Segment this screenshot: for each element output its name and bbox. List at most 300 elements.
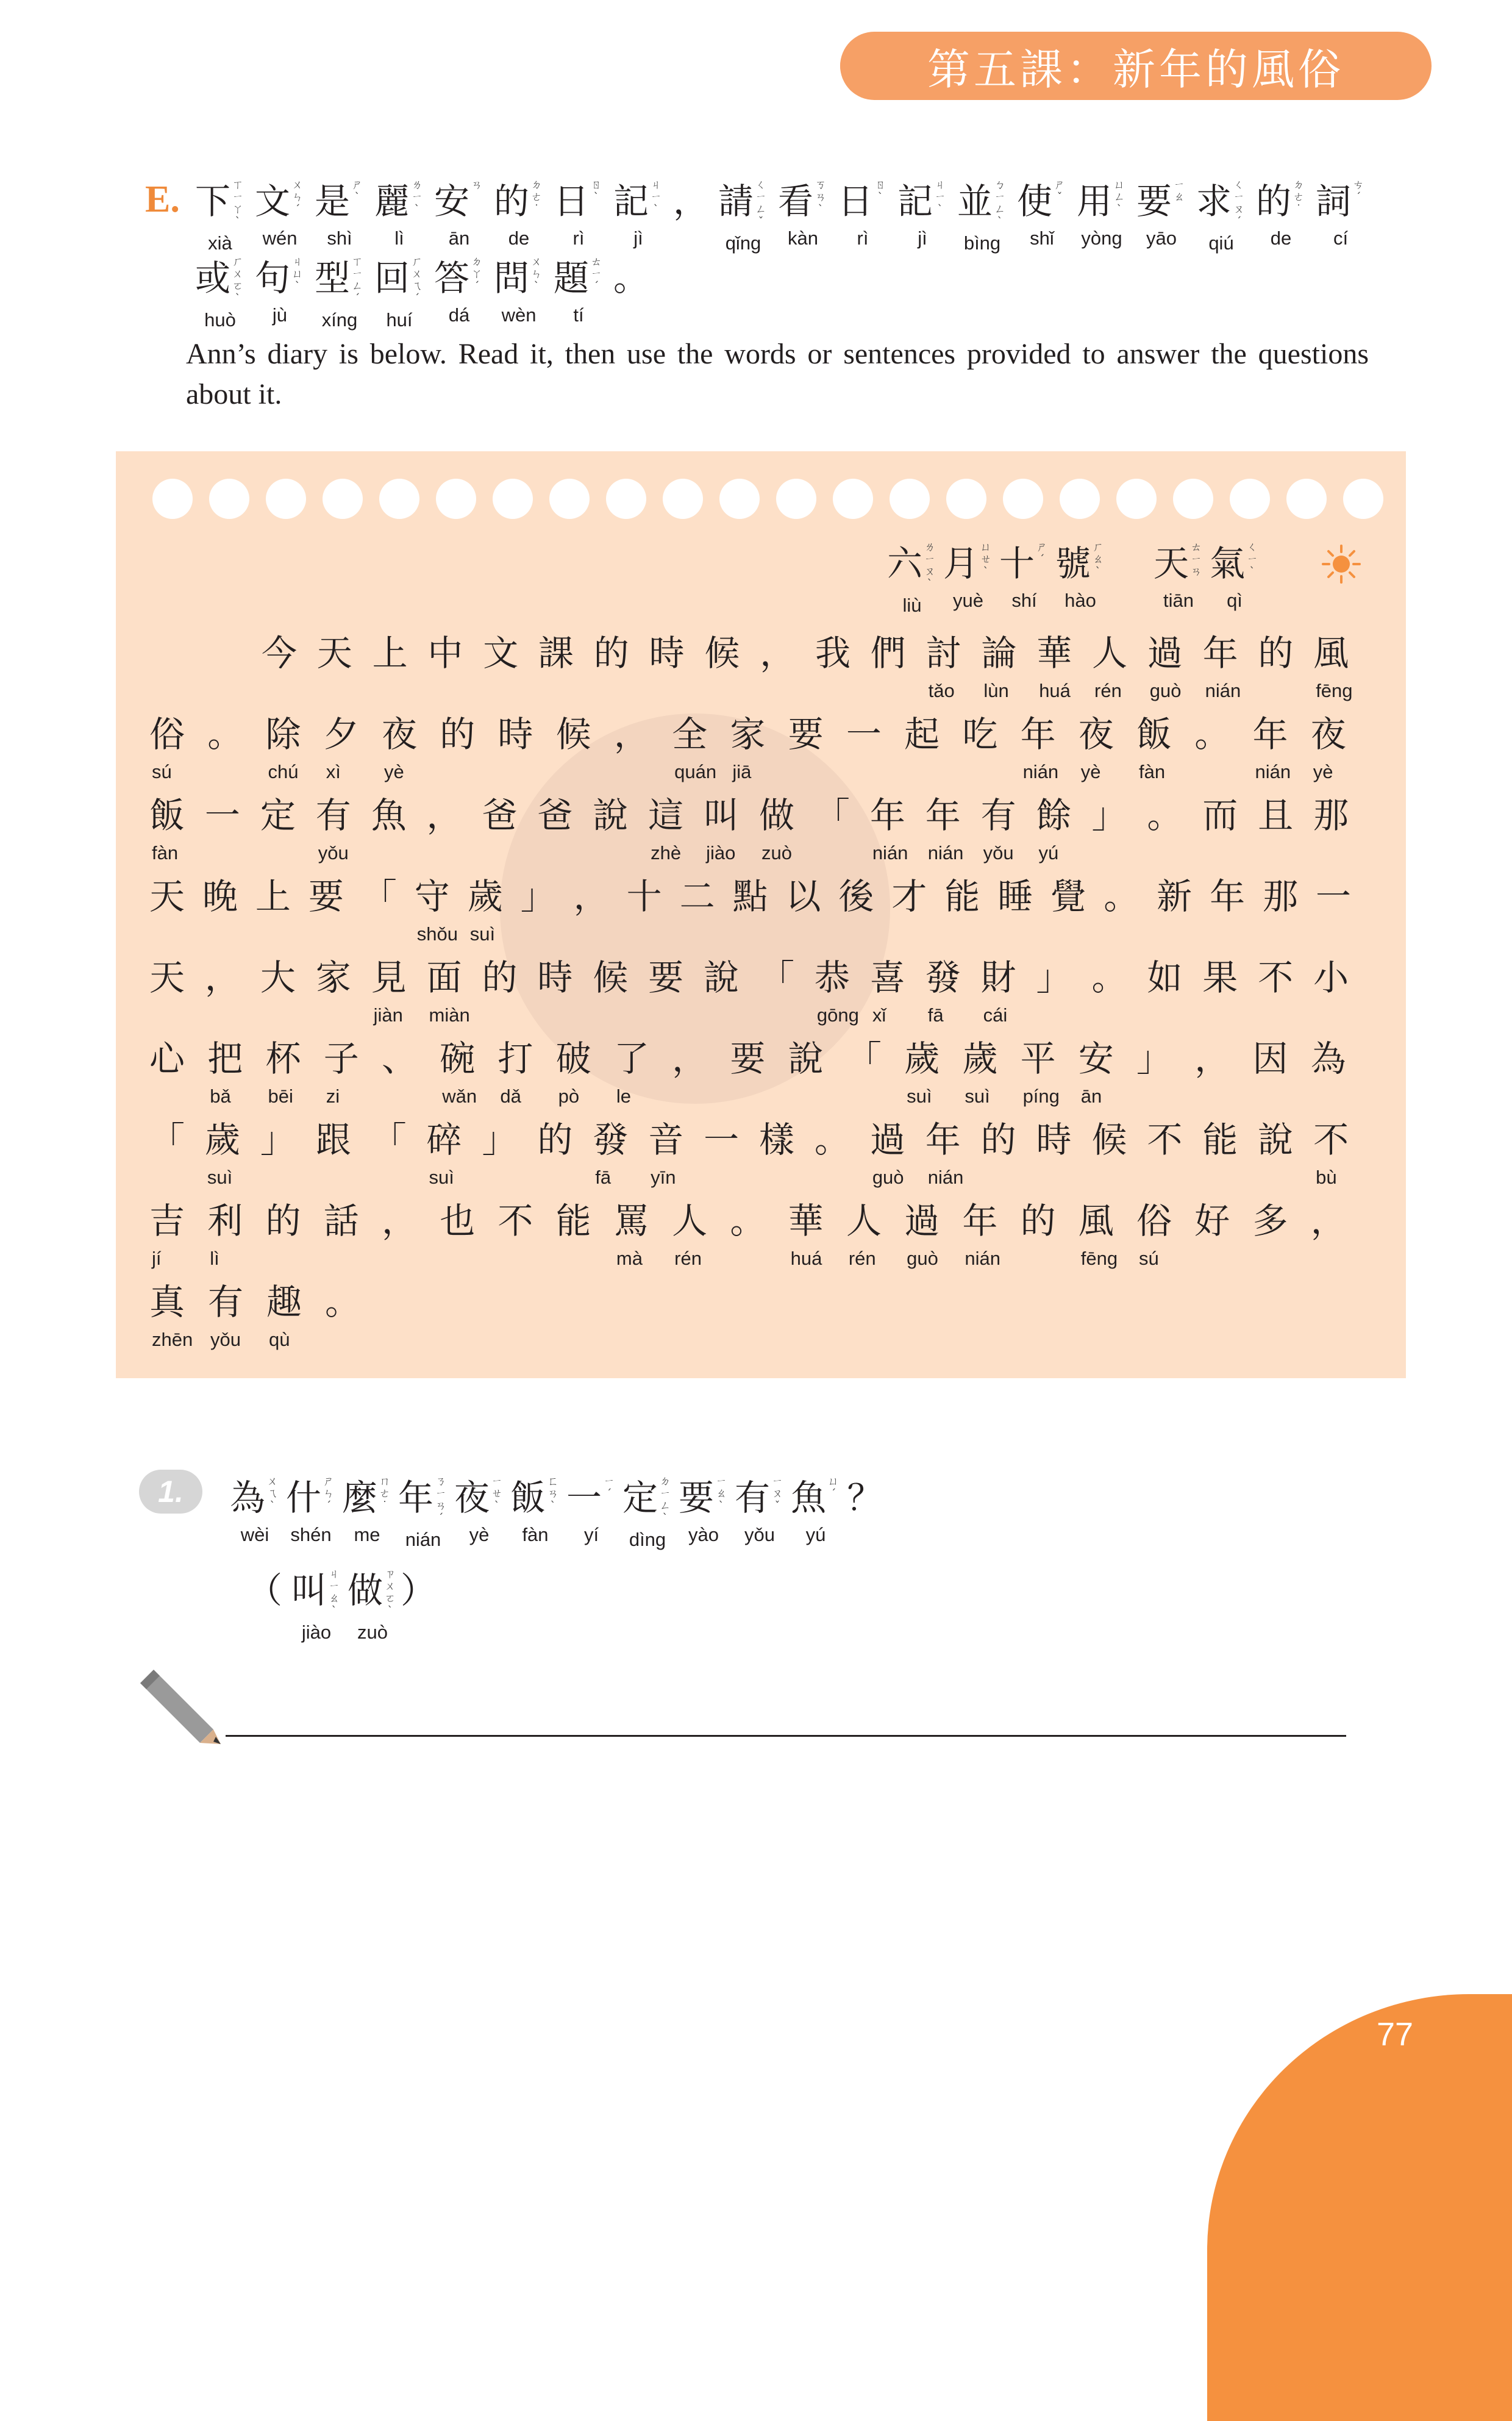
zhuyin: ㄌㄧㄡˋ [924,541,935,590]
diary-pinyin: zhè [651,842,682,864]
hanzi: 一 ㄧˊ [566,1476,616,1520]
pinyin: kàn [788,227,818,249]
ruby-char [952,179,1012,255]
hanzi: 看 ㄎㄢˋ [778,179,828,223]
diary-char: 碗 [440,1038,476,1079]
hanzi: 麼 ㄇㄜ˙ [342,1476,392,1520]
pinyin: cí [1333,227,1349,249]
pencil-icon [135,1665,221,1744]
diary-char: 跟 [315,1119,351,1160]
hanzi: 日 ㄖˋ [554,179,604,223]
diary-char: 真 [149,1281,185,1323]
diary-char: 「 [371,1119,407,1160]
zhuyin: ㄅㄧㄥˋ [994,179,1005,228]
ruby-char [549,256,608,327]
diary-char: 安 [1078,1038,1114,1079]
diary-char: 的 [440,713,476,755]
hanzi: 詞 ㄘˊ [1316,179,1366,223]
diary-pinyin: suì [469,923,496,945]
pinyin: jì [633,227,643,249]
hanzi: 或 ㄏㄨㄛˋ [195,256,245,305]
zhuyin: ㄩㄥˋ [1114,179,1125,216]
hanzi: 要 ㄧㄠˋ [679,1476,729,1520]
sun-icon [1322,545,1361,584]
diary-pinyin: guò [872,1167,904,1188]
ring-hole [833,479,873,519]
diary-pinyin: jiā [732,761,752,782]
diary-pinyin: lì [210,1248,219,1269]
diary-pinyin: miàn [429,1004,470,1026]
pinyin: yuè [953,590,983,611]
diary-char: 「 [814,795,850,836]
diary-pinyin: gōng [816,1004,859,1026]
diary-char: ， [1310,1200,1346,1242]
pinyin: qǐng [725,232,761,254]
diary-char: 風 [1313,632,1349,674]
diary-pinyin: rén [674,1248,702,1269]
pinyin: xíng [321,309,358,331]
diary-char: 而 [1202,795,1238,836]
diary-char: 的 [593,632,629,674]
hanzi: 用 ㄩㄥˋ [1077,179,1127,223]
diary-char: 。 [207,713,243,755]
diary-pinyin: yīn [651,1167,676,1188]
hanzi: 句 ㄐㄩˋ [255,256,305,300]
pinyin [1127,545,1132,568]
question-1-text [227,1476,886,1551]
hanzi: 天 ㄊㄧㄢ [1154,542,1204,585]
diary-char: 子 [323,1038,359,1079]
diary-char: 的 [1020,1200,1056,1242]
diary-char: 利 [207,1200,243,1242]
diary-char: 今 [262,632,298,674]
diary-char: 夜 [1310,713,1346,755]
ruby-char [288,1568,344,1644]
hanzi: 題 ㄊㄧˊ [554,256,604,300]
diary-char: 飯 [149,795,185,836]
zhuyin: ㄑㄧˋ [1247,541,1258,578]
diary-char: 天 [149,957,185,998]
ruby-char [563,1476,619,1547]
diary-char: ， [573,876,609,917]
pinyin: qì [1227,590,1243,611]
diary-char: 發 [925,957,961,998]
diary-char: 吉 [149,1200,185,1242]
zhuyin: ㄨㄣˊ [292,179,303,216]
ring-hole [1003,479,1043,519]
answer-line[interactable] [226,1735,1346,1737]
zhuyin: ㄏㄨㄟˊ [412,256,423,305]
pinyin: wèi [240,1524,269,1545]
zhuyin: ㄕˇ [1054,179,1065,204]
pinyin: hào [1064,590,1096,611]
zhuyin: ㄉㄜ˙ [1293,179,1304,216]
zhuyin: ㄧㄠˋ [716,1475,727,1512]
pinyin: jì [918,227,927,249]
diary-char: 時 [649,632,685,674]
ruby-char [1072,179,1132,250]
diary-char: 的 [980,1119,1016,1160]
diary-char: 中 [427,632,463,674]
exercise-letter: E. [145,179,180,220]
hanzi: ， [672,181,708,222]
pinyin: qiú [1208,232,1234,254]
hanzi: 什 ㄕㄣˊ [286,1476,336,1520]
hanzi: 並 ㄅㄧㄥˋ [957,179,1007,228]
diary-char: 十 [626,876,662,917]
pinyin: ān [448,227,470,249]
ruby-char [1150,542,1207,612]
diary-pinyin: ān [1080,1085,1102,1107]
zhuyin: ㄎㄢˋ [815,179,826,216]
ruby-char [339,1476,395,1547]
diary-char: 新 [1157,876,1193,917]
zhuyin: ㄑㄧㄡˊ [1233,179,1244,228]
hanzi: 麗 ㄌㄧˋ [374,179,424,223]
diary-char: 時 [537,957,573,998]
diary-char: 能 [555,1200,591,1242]
diary-char: 俗 [1136,1200,1172,1242]
diary-char: 二 [679,876,715,917]
ruby-char [844,1476,886,1547]
hanzi: 是 ㄕˋ [315,179,365,223]
diary-char: 候 [704,632,740,674]
diary-char: 的 [482,957,518,998]
diary-char: 晚 [202,876,238,917]
ruby-char [310,256,369,332]
diary-char: 罵 [613,1200,649,1242]
ring-hole [1286,479,1327,519]
zhuyin: ㄒㄧㄚˋ [232,179,243,228]
ruby-char [676,1476,732,1547]
hanzi: 文 ㄨㄣˊ [255,179,305,223]
diary-pinyin: yè [383,761,404,782]
ruby-char [833,179,893,250]
diary-pinyin: bù [1316,1167,1337,1188]
ruby-char [190,179,250,255]
hanzi: 求 ㄑㄧㄡˊ [1196,179,1246,228]
diary-pinyin: nián [927,842,964,864]
zhuyin: ㄗㄨㄛˋ [385,1568,396,1617]
diary-char: ， [381,1200,417,1242]
diary-pinyin: suì [429,1167,454,1188]
diary-pinyin: guò [907,1248,938,1269]
question-number: 1. [139,1470,202,1514]
ruby-char [732,1476,788,1547]
hanzi: 記 ㄐㄧˋ [613,179,663,223]
diary-char: 有 [980,795,1016,836]
pinyin: wén [262,227,298,249]
diary-char: 覺 [1050,876,1086,917]
diary-pinyin: le [616,1085,632,1107]
diary-pinyin: zhēn [152,1329,193,1350]
diary-pinyin: zuò [761,842,792,864]
diary-pinyin: bēi [268,1085,293,1107]
diary-char: 歲 [904,1038,940,1079]
diary-char: 人 [846,1200,882,1242]
diary-char: ， [204,957,240,998]
ring-hole [1173,479,1213,519]
zhuyin: ㄖˋ [875,179,886,204]
diary-pinyin: huá [1039,680,1071,701]
diary-char: 以 [785,876,821,917]
diary-char: 討 [925,632,961,674]
pinyin: shí [1011,590,1037,611]
hanzi: 月 ㄩㄝˋ [943,542,993,585]
pinyin: tí [573,304,584,326]
diary-char: 上 [255,876,291,917]
diary-char: 歲 [467,876,503,917]
page-corner [1207,1994,1512,2421]
diary-char: 。 [1091,957,1127,998]
diary-pinyin: tǎo [928,680,955,701]
diary-pinyin: jí [152,1248,162,1269]
ruby-char [1052,542,1108,612]
pinyin: huò [204,309,236,331]
diary-char: 要 [788,713,824,755]
ring-hole [493,479,533,519]
pinyin: rì [857,227,869,249]
pinyin: xià [208,232,232,254]
pinyin: bìng [963,232,1001,254]
diary-char: 如 [1147,957,1183,998]
ring-hole [379,479,419,519]
zhuyin: ㄑㄧㄥˇ [755,179,766,228]
hanzi: 型 ㄒㄧㄥˊ [315,256,365,305]
diary-char: 家 [730,713,766,755]
ruby-char [1012,179,1072,250]
diary-pinyin: nián [1255,761,1291,782]
ring-hole [1060,479,1100,519]
zhuyin: ㄐㄧㄠˋ [329,1568,340,1617]
diary-char: 餘 [1036,795,1072,836]
hanzi: 定 ㄉㄧㄥˋ [622,1476,672,1525]
zhuyin: ㄐㄧˋ [651,179,661,216]
ring-hole [323,479,363,519]
diary-char: 魚 [371,795,407,836]
pinyin: liù [902,595,922,616]
diary-char: 且 [1258,795,1294,836]
pinyin [862,1523,868,1547]
diary-pinyin: nián [1205,680,1241,701]
diary-char: ， [426,795,462,836]
diary-char: 年 [962,1200,998,1242]
diary-char: 候 [593,957,629,998]
pinyin: me [354,1524,380,1545]
diary-pinyin: yú [1038,842,1059,864]
diary-char: 夜 [1078,713,1114,755]
ruby-char [489,256,549,327]
ruby-char [250,256,310,327]
diary-char: 發 [593,1119,629,1160]
diary-char: 夕 [323,713,359,755]
ruby-char [1191,179,1251,255]
diary-char: 碎 [426,1119,462,1160]
notebook-rings [152,479,1383,519]
diary-char: ， [760,632,796,674]
diary-char: 年 [925,795,961,836]
diary-pinyin: yǒu [210,1329,241,1350]
diary-pinyin: fàn [152,842,179,864]
zhuyin: ㄨㄟˋ [267,1475,278,1512]
diary-char: 好 [1194,1200,1230,1242]
diary-char: 文 [483,632,519,674]
diary-char: 上 [372,632,408,674]
diary-char: 「 [759,957,795,998]
diary-char: 「 [846,1038,882,1079]
diary-pinyin: bǎ [210,1085,231,1107]
hint-open: （ [247,1570,283,1611]
diary-char: 面 [426,957,462,998]
diary-char: 歲 [204,1119,240,1160]
diary-pinyin: suì [965,1085,990,1107]
diary-char: 除 [265,713,301,755]
ruby-char [996,542,1052,612]
diary-pinyin: nián [927,1167,964,1188]
diary-date [884,542,1263,617]
ring-hole [606,479,646,519]
diary-char: 年 [1020,713,1056,755]
hint-close: ） [401,1570,437,1611]
pinyin: yòng [1081,227,1122,249]
ruby-char [369,256,429,332]
diary-pinyin: chú [268,761,299,782]
diary-char: 守 [414,876,450,917]
diary-char: 心 [149,1038,185,1079]
diary-pinyin: rén [1094,680,1122,701]
diary-char: 天 [316,632,352,674]
diary-pinyin: mà [616,1248,643,1269]
diary-char: 、 [381,1038,417,1079]
diary-char: 不 [497,1200,533,1242]
zhuyin: ㄉㄜ˙ [531,179,542,216]
diary-char: 候 [555,713,591,755]
pinyin: jù [272,304,288,326]
hanzi: 下 ㄒㄧㄚˋ [195,179,245,228]
instruction-line-2 [190,256,654,332]
hanzi: 問 ㄨㄣˋ [494,256,544,300]
zhuyin: ㄏㄠˋ [1093,541,1104,578]
hanzi: 答 ㄉㄚˊ [434,256,484,300]
diary-pinyin: sú [152,761,172,782]
diary-char: 家 [315,957,351,998]
pinyin: tiān [1163,590,1194,611]
hanzi: 為 ㄨㄟˋ [230,1476,280,1520]
ruby-char [773,179,833,250]
diary-pinyin: yǒu [318,842,349,864]
diary-char: 平 [1020,1038,1056,1079]
diary-char: 了 [613,1038,649,1079]
diary-char: 因 [1252,1038,1288,1079]
diary-pinyin: yè [1080,761,1101,782]
diary-char: 」 [520,876,556,917]
ring-hole [152,479,193,519]
diary-pinyin: jiào [706,842,736,864]
diary-char: 要 [308,876,344,917]
hanzi: 飯 ㄈㄢˋ [510,1476,560,1520]
pinyin: dìng [629,1529,666,1550]
hanzi: 魚 ㄩˊ [791,1476,841,1520]
diary-char: 叫 [704,795,740,836]
pinyin: nián [405,1529,441,1550]
diary-char: 這 [648,795,684,836]
diary-char: 不 [1258,957,1294,998]
zhuyin: ㄒㄧㄥˊ [352,256,363,305]
pinyin: huí [386,309,413,331]
diary-pinyin: dǎ [500,1085,521,1107]
diary-char: 」 [482,1119,518,1160]
zhuyin: ㄐㄧˋ [935,179,946,216]
diary-char: 夜 [381,713,417,755]
diary-char: 說 [704,957,740,998]
instruction-english: Ann’s diary is below. Read it, then use the words or sentences provided to answer the questions about it. [186,338,1369,410]
ruby-char [395,1476,451,1551]
ruby-char [429,256,489,327]
pinyin: de [508,227,530,249]
diary-char: 話 [323,1200,359,1242]
pinyin: rì [572,227,585,249]
diary-char: 小 [1313,957,1349,998]
diary-pinyin: fēng [1316,680,1353,701]
diary-char: 爸 [482,795,518,836]
hanzi: 氣 ㄑㄧˋ [1210,542,1260,585]
ruby-char [788,1476,844,1547]
diary-char: 。 [1194,713,1230,755]
diary-char: 天 [149,876,185,917]
ruby-char [369,179,429,250]
diary-pinyin: shǒu [416,923,458,945]
diary-pinyin: lùn [983,680,1009,701]
diary-pinyin: guò [1149,680,1182,701]
diary-char: 一 [1316,876,1352,917]
pinyin: wèn [501,304,537,326]
pinyin [629,304,634,327]
diary-char: 不 [1147,1119,1183,1160]
hanzi: 號 ㄏㄠˋ [1055,542,1105,585]
hanzi: 日 ㄖˋ [838,179,888,223]
diary-char: 做 [759,795,795,836]
ruby-char [668,179,713,250]
diary-char: 的 [265,1200,301,1242]
zhuyin: ㄏㄨㄛˋ [232,256,243,305]
zhuyin: ㄋㄧㄢˊ [435,1475,446,1525]
ruby-char [1108,542,1150,568]
diary-char: 的 [1258,632,1294,674]
diary-char: 「 [149,1119,185,1160]
diary-char: 過 [1147,632,1183,674]
ruby-char [1311,179,1371,250]
diary-char: 一 [204,795,240,836]
ruby-char [608,179,668,250]
pinyin: shì [327,227,352,249]
ruby-char [1251,179,1311,250]
pinyin: yè [469,1524,490,1545]
hanzi: 記 ㄐㄧˋ [897,179,947,223]
ring-hole [436,479,476,519]
zhuyin: ㄧㄝˋ [491,1475,502,1512]
pinyin: yào [688,1524,719,1545]
zhuyin: ㄐㄩˋ [292,256,303,293]
lesson-title-badge [840,32,1432,100]
diary-char: 恭 [814,957,850,998]
diary-char: 過 [869,1119,905,1160]
hanzi: 十 ㄕˊ [999,542,1049,585]
diary-char: 飯 [1136,713,1172,755]
diary-char: 大 [260,957,296,998]
hanzi: 要 ㄧㄠ [1136,179,1186,223]
ruby-char [884,542,940,617]
ruby-char [549,179,608,250]
